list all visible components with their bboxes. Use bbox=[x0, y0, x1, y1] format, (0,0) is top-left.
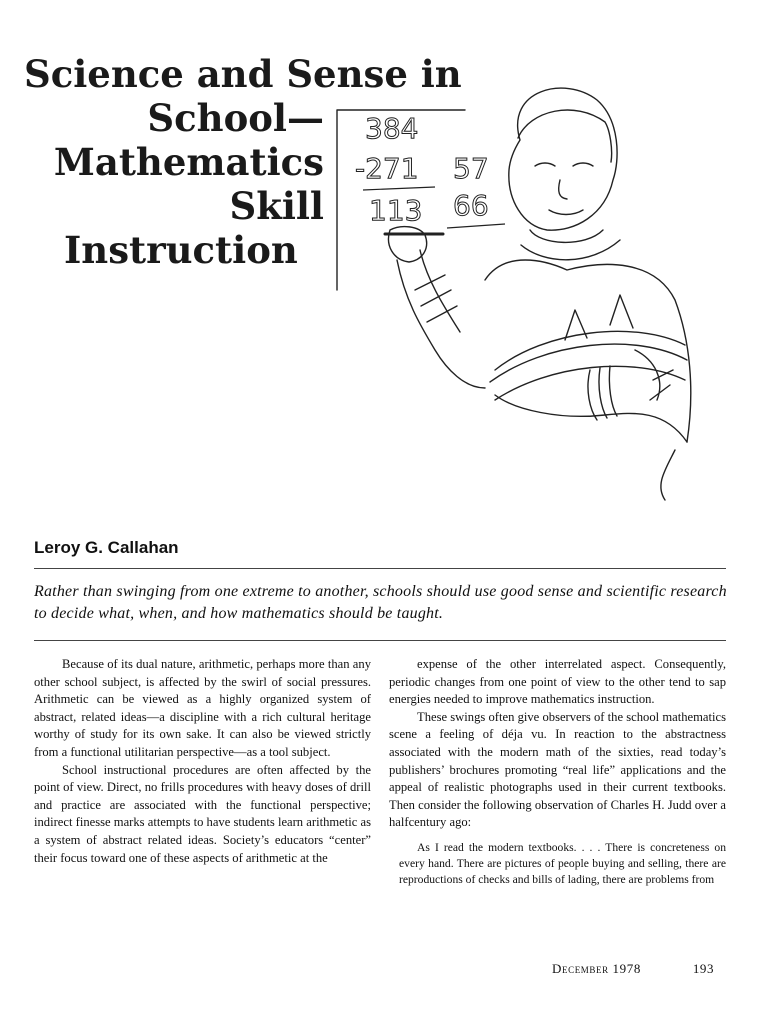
page-footer bbox=[552, 961, 714, 977]
paragraph: These swings often give observers of the school mathematics scene a feeling of déja vu. In reaction to the abstractness associated with the modern math of the sixties, read today’s publishers’ brochures promoting “real life” applications and the appeal of realistic photographs used in their current textbooks. Then consider the following observation of Charles H. Judd over a halfcentury ago: bbox=[389, 709, 726, 830]
title-line-3: Mathematics bbox=[53, 140, 324, 184]
paragraph: Because of its dual nature, arithmetic, perhaps more than any other school subject, is affected by the swirl of social pressures. Arithmetic can be viewed as a highly organized system of abstract, related ideas—a discipline with a rich cultural heritage worthy of study for its own sake. It can also be viewed strictly from a functional utilitarian perspective—as a tool subject. bbox=[34, 657, 371, 759]
sum-a-mid: -271 bbox=[355, 152, 419, 185]
paragraph: School instructional procedures are often affected by the point of view. Direct, no frills procedures with heavy doses of drill and practice are associated with the functional perspective; indirect finesse marks attempts to have students learn arithmetic as a system of abstract related ideas. Society’s educators “center” their focus toward one of these aspects of arithmetic at the bbox=[34, 762, 371, 865]
paragraph: expense of the other interrelated aspect. Consequently, periodic changes from one point of view to the other tend to sap energies needed to improve mathematics instruction. bbox=[389, 657, 726, 707]
block-quote: As I read the modern textbooks. . . . There is concreteness on every hand. There are pictures of people buying and selling, there are reproductions of checks and bills of lading, there are problems from bbox=[399, 840, 726, 886]
divider-bottom bbox=[34, 640, 726, 641]
title-line-4: Skill bbox=[229, 184, 324, 228]
issue-date: December 1978 bbox=[552, 961, 641, 976]
left-column bbox=[34, 656, 371, 867]
sum-b-bottom: 66 bbox=[453, 189, 489, 222]
title-line-2: School— bbox=[147, 96, 324, 140]
right-column bbox=[389, 656, 726, 887]
title-line-1: Science and Sense in bbox=[24, 52, 462, 96]
abstract: Rather than swinging from one extreme to another, schools should use good sense and scientific research to decide what, when, and how mathematics should be taught. bbox=[34, 583, 727, 622]
divider-top bbox=[34, 568, 726, 569]
author-name: Leroy G. Callahan bbox=[34, 538, 179, 557]
sum-b-top: 57 bbox=[453, 152, 489, 185]
title-line-5: Instruction bbox=[64, 228, 298, 272]
child-writing-arithmetic-illustration bbox=[335, 70, 705, 510]
sum-a-result: 113 bbox=[369, 194, 423, 227]
sum-a-top: 384 bbox=[365, 112, 419, 145]
page-number: 193 bbox=[692, 961, 715, 976]
